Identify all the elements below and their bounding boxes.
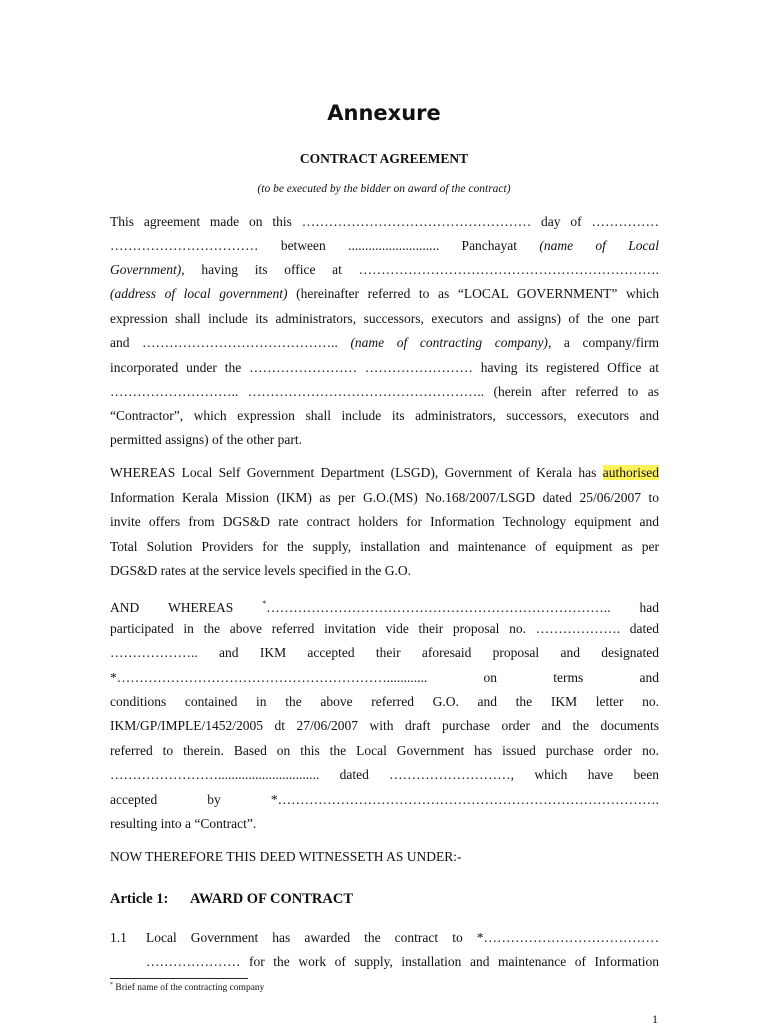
p1-l4a-text: (address of local government): [110, 286, 288, 301]
p3-l8-text: …………………….............................. dated ………………………, which have been: [110, 767, 659, 782]
p2-line-2: [110, 486, 659, 510]
p1-line-8: [110, 380, 659, 404]
p3-l9-text: accepted by *………………………………………………………………………….: [110, 792, 659, 807]
p3-l2-text: participated in the above referred invitation vide their proposal no. ………………. dated: [110, 621, 659, 636]
p3-l10-text: resulting into a “Contract”.: [110, 816, 257, 831]
page-number: 1: [652, 1012, 658, 1026]
p2-l2-text: Information Kerala Mission (IKM) as per G.O.(MS) No.168/2007/LSGD dated 25/06/2007 to: [110, 490, 659, 505]
footnote-text: Brief name of the contracting company: [113, 983, 265, 993]
p1-l2b-text: (name of Local: [539, 238, 659, 253]
execution-note: (to be executed by the bidder on award of the contract): [257, 183, 511, 195]
p3-line-6: [110, 714, 659, 738]
p1-line-9: [110, 404, 659, 428]
p1-line-5: [110, 307, 659, 331]
p1-l8-text: ……………………….. …………………………………………….. (herein after referred to as: [110, 384, 659, 399]
p3-line-10: [110, 812, 659, 836]
p1-line-1: [110, 210, 659, 234]
witness-heading: NOW THEREFORE THIS DEED WITNESSETH AS UNDER:-: [110, 849, 462, 864]
p3-l4-text: *……………………………………………………............ on terms and: [110, 670, 659, 685]
clause-line-1: Local Government has awarded the contract to *…………………………………: [146, 930, 659, 945]
p1-l2a-text: …………………………… between ........................... Panchayat: [110, 238, 540, 253]
footnote-mark: *: [110, 982, 113, 988]
p3-line-4: [110, 666, 659, 690]
document-subtitle: CONTRACT AGREEMENT: [299, 151, 469, 166]
p1-l6a-text: and ……………………………………..: [110, 335, 351, 350]
p3-line-1: [110, 592, 659, 616]
p3-line-3: [110, 641, 659, 665]
p3-l5-text: conditions contained in the above referred G.O. and the IKM letter no.: [110, 694, 659, 709]
footnote-divider: [110, 978, 248, 979]
p1-line-7: [110, 356, 659, 380]
article-heading: [110, 891, 353, 908]
clause-number: 1.1: [110, 930, 127, 945]
p3-l1a-text: AND WHEREAS: [110, 600, 263, 615]
p1-l3a-text: Government): [110, 262, 182, 277]
p3-line-5: [110, 690, 659, 714]
p1-line-6: [110, 331, 659, 355]
p3-l3-text: ……………….. and IKM accepted their aforesaid proposal and designated: [110, 645, 659, 660]
article-number: Article 1:: [110, 891, 169, 907]
p2-line-1: [110, 461, 659, 485]
p1-l5-text: expression shall include its administrators, successors, executors and assigns) of the one part: [110, 311, 659, 326]
footnote: [110, 982, 264, 993]
p1-line-3: [110, 258, 659, 282]
p2-l4-text: Total Solution Providers for the supply, installation and maintenance of equipment as per: [110, 539, 659, 554]
footnote-marker: *: [262, 599, 267, 608]
p3-line-9: [110, 788, 659, 812]
p1-l1-text: This agreement made on this …………………………………………… day of ……………: [110, 214, 659, 229]
article-title: AWARD OF CONTRACT: [190, 891, 353, 907]
p2-line-5: [110, 559, 659, 583]
p1-line-2: [110, 234, 659, 258]
p3-line-2: [110, 617, 659, 641]
highlighted-word: authorised: [602, 465, 659, 480]
p1-l9-text: “Contractor”, which expression shall include its administrators, successors, executors and: [110, 408, 659, 423]
p3-l6-text: IKM/GP/IMPLE/1452/2005 dt 27/06/2007 with draft purchase order and the documents: [110, 718, 659, 733]
p3-line-7: [110, 739, 659, 763]
p2-line-4: [110, 535, 659, 559]
p2-l3-text: invite offers from DGS&D rate contract holders for Information Technology equipment and: [110, 514, 659, 529]
p1-l6c-text: , a company/firm: [547, 335, 659, 350]
p2-l1a-text: WHEREAS Local Self Government Department (LSGD), Government of Kerala has: [110, 465, 603, 480]
p1-line-10: [110, 428, 659, 452]
document-title: Annexure: [327, 101, 441, 125]
p3-line-8: [110, 763, 659, 787]
clause-1-1: [110, 926, 659, 950]
p3-l7-text: referred to therein. Based on this the Local Government has issued purchase order no.: [110, 743, 659, 758]
p1-l10-text: permitted assigns) of the other part.: [110, 432, 302, 447]
p2-line-3: [110, 510, 659, 534]
p1-l6b-text: (name of contracting company): [350, 335, 548, 350]
clause-line-2: ………………… for the work of supply, installation and maintenance of Information: [146, 954, 659, 969]
p1-l3b-text: , having its office at ………………………………………………………….: [181, 262, 659, 277]
p1-l4b-text: (hereinafter referred to as “LOCAL GOVERNMENT” which: [287, 286, 659, 301]
p1-line-4: [110, 282, 659, 306]
p2-l5-text: DGS&D rates at the service levels specified in the G.O.: [110, 563, 412, 578]
p3-l1b-text: ………………………………………………………………….. had: [266, 600, 659, 615]
p1-l7-text: incorporated under the …………………… …………………… having its registered Office at: [110, 360, 659, 375]
